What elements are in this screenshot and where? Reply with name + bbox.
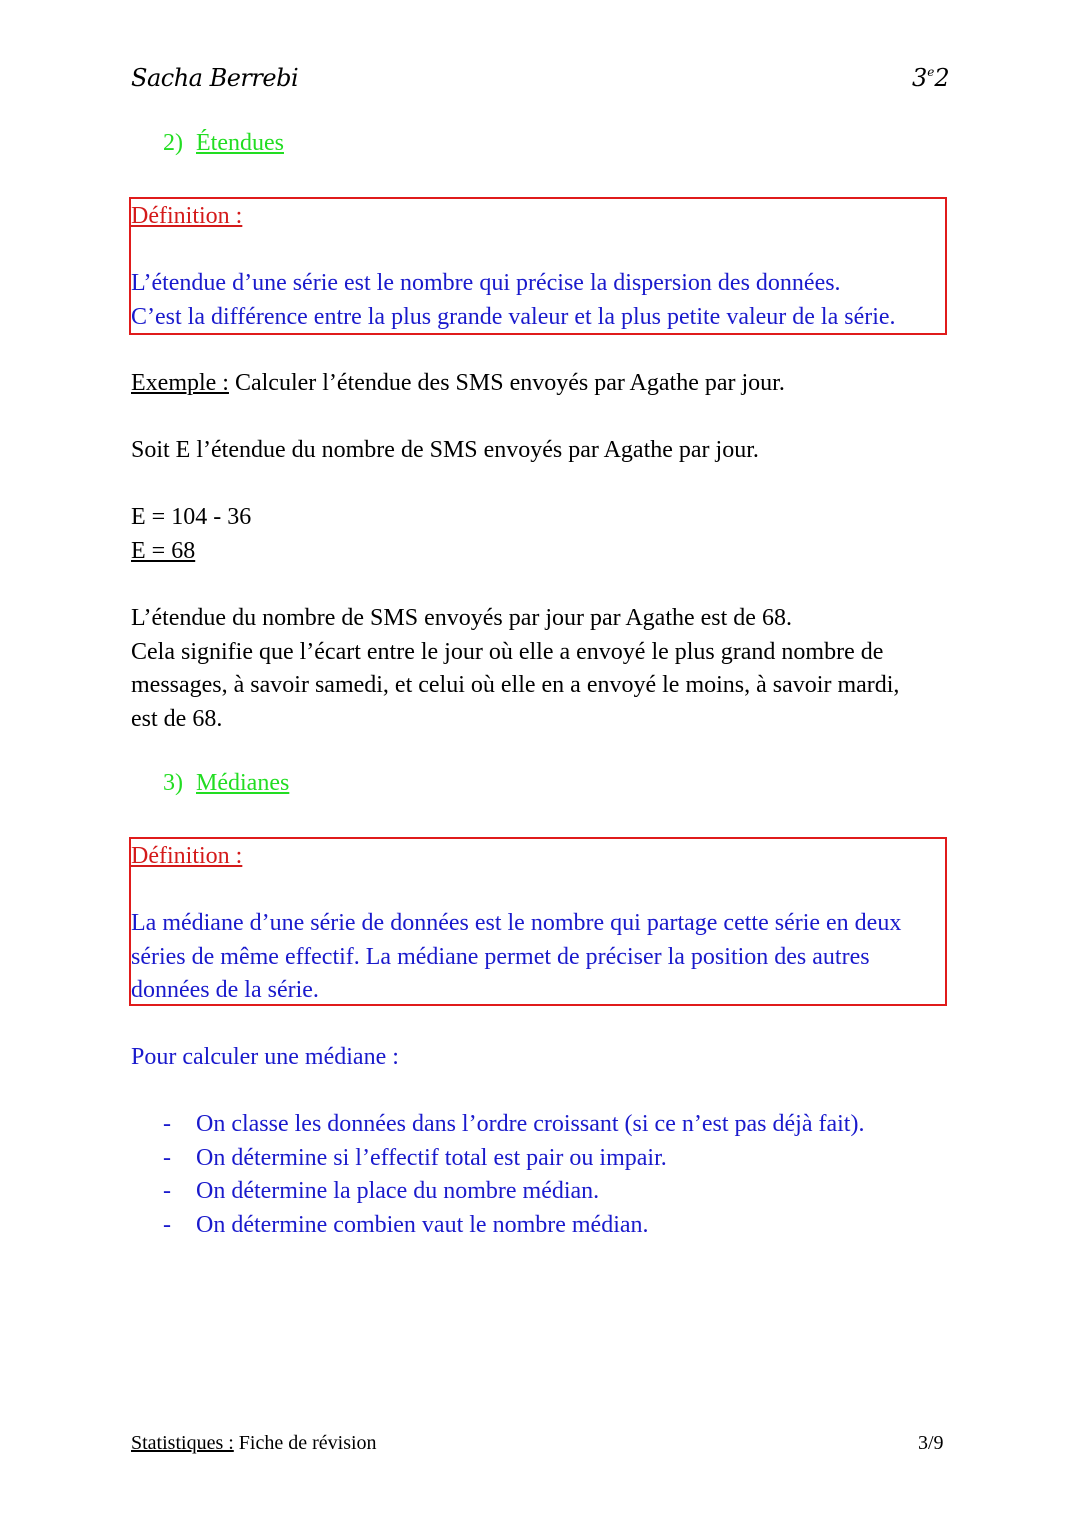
conclusion-line: Cela signifie que l’écart entre le jour où elle a envoyé le plus grand nombre de: [131, 639, 884, 665]
class-sup: e: [927, 65, 935, 79]
section-number: 2): [163, 130, 183, 156]
definition-line: La médiane d’une série de données est le nombre qui partage cette série en deux: [131, 910, 902, 936]
method-intro: Pour calculer une médiane :: [131, 1044, 399, 1070]
bullet-dash: -: [163, 1145, 171, 1171]
conclusion-line: messages, à savoir samedi, et celui où elle en a envoyé le moins, à savoir mardi,: [131, 672, 900, 698]
section-number: 3): [163, 770, 183, 796]
footer-subject-label: Statistiques :: [131, 1432, 234, 1454]
author-name: Sacha Berrebi: [131, 64, 299, 92]
section-title-etendues: [163, 130, 284, 157]
definition-line: L’étendue d’une série est le nombre qui précise la dispersion des données.: [131, 270, 841, 296]
example-line: [131, 366, 785, 400]
example-text: Calculer l’étendue des SMS envoyés par Agathe par jour.: [228, 370, 785, 396]
calc-result: E = 68: [131, 538, 196, 564]
page-number: 3/9: [918, 1432, 944, 1454]
example-label: Exemple :: [131, 370, 229, 396]
list-item: [163, 1174, 599, 1208]
definition-line: C’est la différence entre la plus grande valeur et la plus petite valeur de la série.: [131, 304, 896, 330]
soit-line: Soit E l’étendue du nombre de SMS envoyés par Agathe par jour.: [131, 437, 759, 463]
definition-box-etendue: [129, 197, 947, 335]
calc-line-1: E = 104 - 36: [131, 504, 252, 530]
step-text: On détermine combien vaut le nombre médian.: [196, 1212, 649, 1238]
list-item: [163, 1107, 864, 1141]
list-item: [163, 1208, 649, 1242]
bullet-dash: -: [163, 1111, 171, 1137]
definition-box-mediane: [129, 837, 947, 1006]
definition-label: Définition :: [131, 203, 243, 229]
bullet-dash: -: [163, 1178, 171, 1204]
section-title-medianes: [163, 770, 289, 797]
section-title-text: Étendues: [196, 130, 284, 156]
definition-label: Définition :: [131, 843, 243, 869]
conclusion-line: est de 68.: [131, 706, 223, 732]
bullet-dash: -: [163, 1212, 171, 1238]
class-label: [912, 64, 950, 92]
step-text: On détermine la place du nombre médian.: [196, 1178, 600, 1204]
section-title-text: Médianes: [196, 770, 290, 796]
step-text: On classe les données dans l’ordre croissant (si ce n’est pas déjà fait).: [196, 1111, 865, 1137]
conclusion-line: L’étendue du nombre de SMS envoyés par jour par Agathe est de 68.: [131, 605, 792, 631]
class-suffix: 2: [934, 64, 950, 92]
footer-subject-text: Fiche de révision: [233, 1432, 377, 1454]
class-prefix: 3: [912, 64, 928, 92]
definition-line: séries de même effectif. La médiane permet de préciser la position des autres: [131, 944, 870, 970]
step-text: On détermine si l’effectif total est pair ou impair.: [196, 1145, 667, 1171]
footer-subject: [131, 1432, 377, 1455]
list-item: [163, 1141, 667, 1175]
definition-line: données de la série.: [131, 977, 319, 1003]
